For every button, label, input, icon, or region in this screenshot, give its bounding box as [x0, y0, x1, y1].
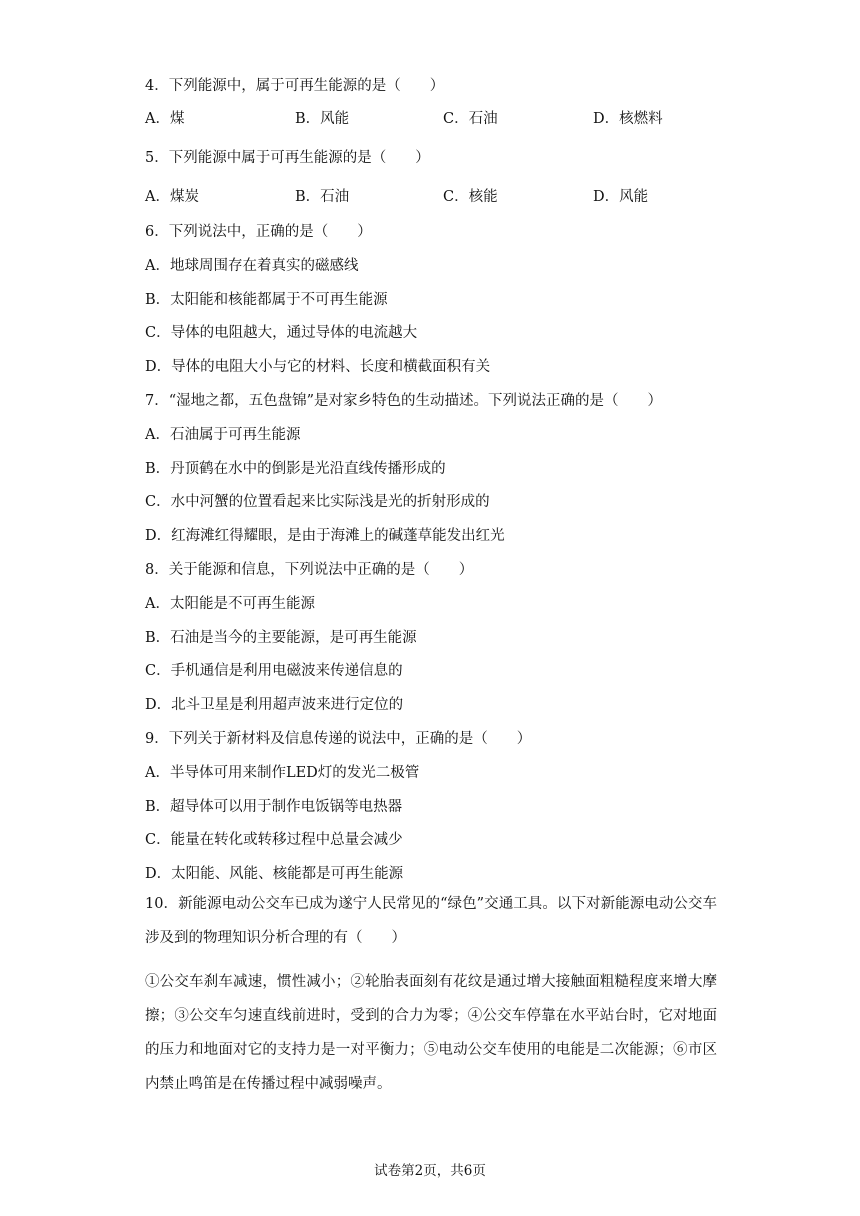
option-c: C．水中河蟹的位置看起来比实际浅是光的折射形成的 — [145, 494, 490, 510]
option-d: D．太阳能、风能、核能都是可再生能源 — [145, 866, 404, 882]
option-a: A．煤炭 — [145, 189, 199, 205]
option-c: C．石油 — [443, 111, 498, 127]
question-5-stem: 5．下列能源中属于可再生能源的是（ ） — [145, 150, 430, 166]
option-d: D．红海滩红得耀眼，是由于海滩上的碱蓬草能发出红光 — [145, 528, 505, 544]
option-d: D．核燃料 — [593, 111, 663, 127]
question-8-stem: 8．关于能源和信息，下列说法中正确的是（ ） — [145, 562, 474, 578]
question-4-stem: 4．下列能源中，属于可再生能源的是（ ） — [145, 78, 445, 94]
option-c: C．导体的电阻越大，通过导体的电流越大 — [145, 325, 418, 341]
option-a: A．石油属于可再生能源 — [145, 427, 301, 443]
question-9-stem: 9．下列关于新材料及信息传递的说法中，正确的是（ ） — [145, 731, 532, 747]
option-b: B．超导体可以用于制作电饭锅等电热器 — [145, 799, 403, 815]
option-c: C．能量在转化或转移过程中总量会减少 — [145, 832, 403, 848]
option-c: C．手机通信是利用电磁波来传递信息的 — [145, 663, 403, 679]
option-d: D．北斗卫星是利用超声波来进行定位的 — [145, 697, 404, 713]
question-10-body: ①公交车刹车减速，惯性减小；②轮胎表面刻有花纹是通过增大接触面粗糙程度来增大摩擦；③公交车匀速直线前进时，受到的合力为零；④公交车停靠在水平站台时，它对地面的压力和地面对它的支持力是一对平衡力；⑤电动公交车使用的电能是二次能源；⑥市区内禁止鸣笛是在传播过程中减弱噪声。 — [145, 974, 717, 1092]
option-b: B．风能 — [295, 111, 350, 127]
option-c: C．核能 — [443, 189, 498, 205]
question-6-stem: 6．下列说法中，正确的是（ ） — [145, 224, 372, 240]
option-b: B．石油 — [295, 189, 350, 205]
option-a: A．地球周围存在着真实的磁感线 — [145, 258, 359, 274]
option-d: D．风能 — [593, 189, 649, 205]
question-7-stem: 7．“湿地之都，五色盘锦”是对家乡特色的生动描述。下列说法正确的是（ ） — [145, 393, 663, 409]
option-b: B．石油是当今的主要能源，是可再生能源 — [145, 630, 417, 646]
option-a: A．煤 — [145, 111, 185, 127]
question-5-options — [145, 185, 745, 205]
page-footer: 试卷第2页，共6页 — [374, 1163, 486, 1179]
question-4-options — [145, 107, 745, 127]
option-a: A．半导体可用来制作LED灯的发光二极管 — [145, 765, 420, 781]
option-d: D．导体的电阻大小与它的材料、长度和横截面积有关 — [145, 359, 491, 375]
option-b: B．丹顶鹤在水中的倒影是光沿直线传播形成的 — [145, 461, 446, 477]
option-a: A．太阳能是不可再生能源 — [145, 596, 315, 612]
question-10-stem: 10．新能源电动公交车已成为遂宁人民常见的“绿色”交通工具。以下对新能源电动公交车涉及到的物理知识分析合理的有（ ） — [145, 896, 717, 946]
option-b: B．太阳能和核能都属于不可再生能源 — [145, 292, 388, 308]
